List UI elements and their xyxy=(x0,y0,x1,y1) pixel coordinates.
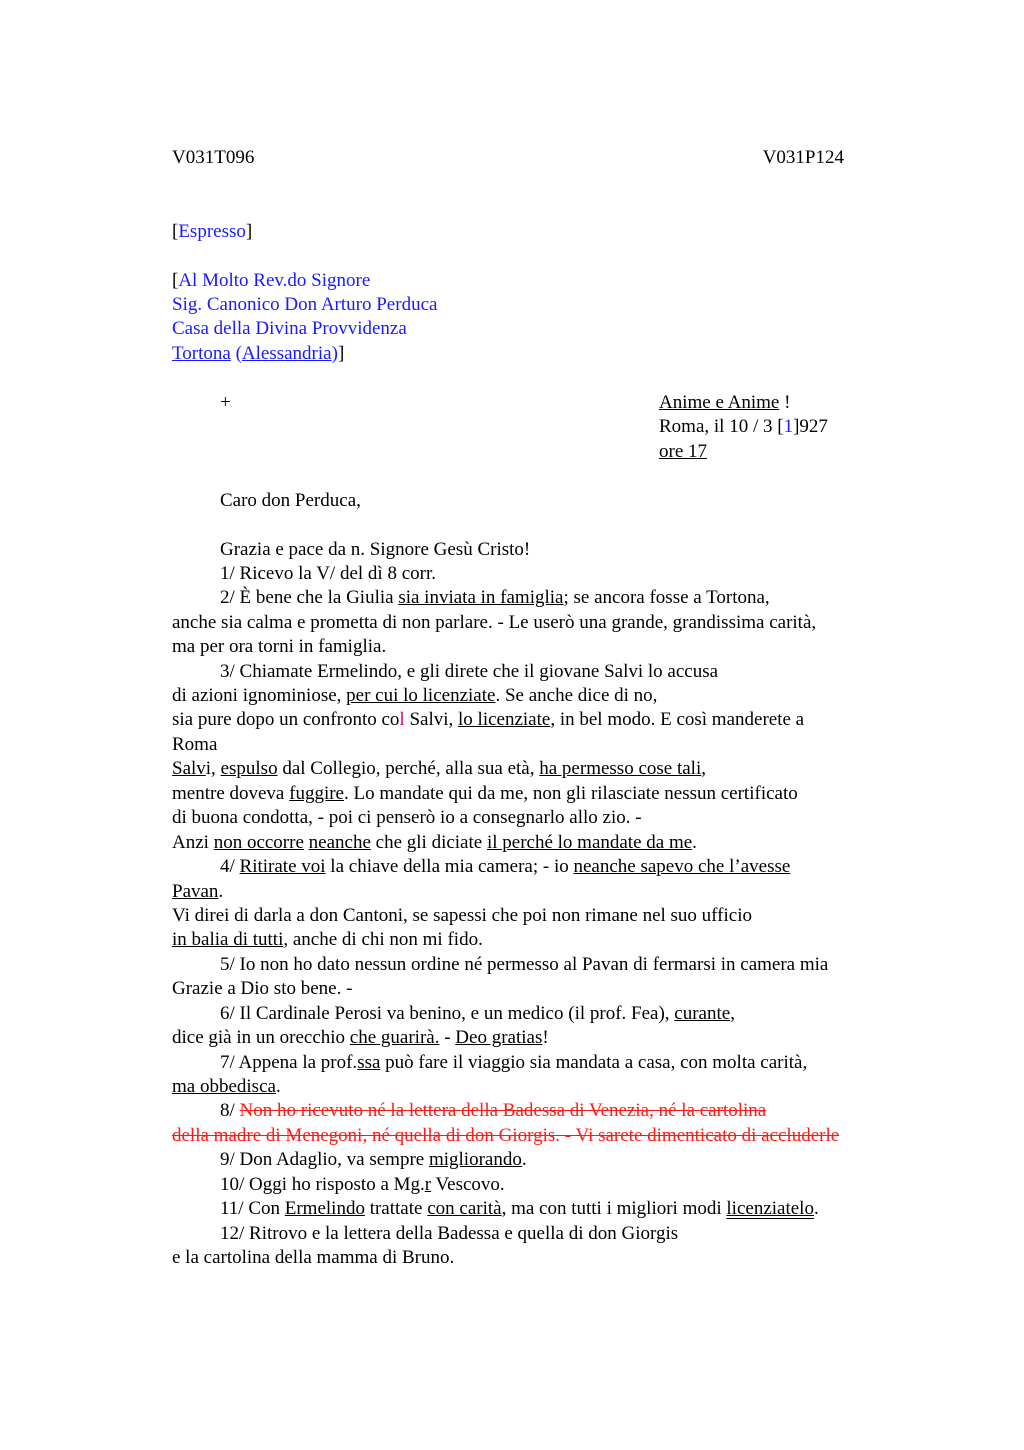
time-line: ore 17 xyxy=(659,441,708,462)
paragraph-10: 10/ Oggi ho risposto a Mg.r Vescovo. xyxy=(220,1174,505,1195)
paragraph-2-line-2: anche sia calma e prometta di non parlare. - Le userò una grande, grandissima carità, xyxy=(172,612,817,633)
paragraph-2-line-3: ma per ora torni in famiglia. xyxy=(172,636,387,657)
paragraph-5-line-2: Grazie a Dio sto bene. - xyxy=(172,978,353,999)
city-name: Tortona xyxy=(172,343,231,364)
paragraph-3-line-4: Roma xyxy=(172,734,218,755)
paragraph-3-line-3: sia pure dopo un confronto col Salvi, lo licenziate, in bel modo. E così manderete a xyxy=(172,709,805,730)
document-code-left: V031T096 xyxy=(172,147,255,168)
paragraph-4-line-3: Vi direi di darla a don Cantoni, se sapessi che poi non rimane nel suo ufficio xyxy=(172,905,752,926)
paragraph-3-line-7: di buona condotta, - poi ci penserò io a consegnarlo allo zio. - xyxy=(172,807,642,828)
greeting: Grazia e pace da n. Signore Gesù Cristo! xyxy=(220,539,531,560)
address-line-1: [Al Molto Rev.do Signore xyxy=(172,270,371,291)
paragraph-8-line-1: 8/ Non ho ricevuto né la lettera della Badessa di Venezia, né la cartolina xyxy=(220,1100,767,1121)
espresso-label: Espresso xyxy=(178,221,246,242)
paragraph-12-line-2: e la cartolina della mamma di Bruno. xyxy=(172,1247,455,1268)
motto: Anime e Anime ! xyxy=(659,392,791,413)
paragraph-2-line-1: 2/ È bene che la Giulia sia inviata in famiglia; se ancora fosse a Tortona, xyxy=(220,587,770,608)
paragraph-11: 11/ Con Ermelindo trattate con carità, ma con tutti i migliori modi licenziatelo. xyxy=(220,1198,819,1219)
province-name: Alessandria xyxy=(241,343,332,364)
place-date: Roma, il 10 / 3 [1]927 xyxy=(659,416,828,437)
paragraph-3-line-8: Anzi non occorre neanche che gli diciate il perché lo mandate da me. xyxy=(172,832,697,853)
paragraph-3-line-2: di azioni ignominiose, per cui lo licenziate. Se anche dice di no, xyxy=(172,685,658,706)
struck-text: Non ho ricevuto né la lettera della Badessa di Venezia, né la cartolina xyxy=(239,1100,767,1121)
paragraph-6-line-2: dice già in un orecchio che guarirà. - Deo gratias! xyxy=(172,1027,549,1048)
document-code-right: V031P124 xyxy=(762,147,844,168)
paragraph-7-line-2: ma obbedisca. xyxy=(172,1076,281,1097)
address-line-3: Casa della Divina Provvidenza xyxy=(172,318,407,339)
paragraph-9: 9/ Don Adaglio, va sempre migliorando. xyxy=(220,1149,527,1170)
paragraph-4-line-4: in balia di tutti, anche di chi non mi fido. xyxy=(172,929,483,950)
paragraph-6-line-1: 6/ Il Cardinale Perosi va benino, e un medico (il prof. Fea), curante, xyxy=(220,1003,735,1024)
address-city-line: Tortona (Alessandria)] xyxy=(172,343,345,364)
salutation: Caro don Perduca, xyxy=(220,490,361,511)
paragraph-5-line-1: 5/ Io non ho dato nessun ordine né permesso al Pavan di fermarsi in camera mia xyxy=(220,954,829,975)
paragraph-8-line-2: della madre di Menegoni, né quella di don Giorgis. - Vi sarete dimenticato di accluderle xyxy=(172,1125,840,1146)
paragraph-3-line-5: Salvi, espulso dal Collegio, perché, alla sua età, ha permesso cose tali, xyxy=(172,758,706,779)
paragraph-4-line-2: Pavan. xyxy=(172,881,224,902)
espresso-line: [Espresso] xyxy=(172,221,253,242)
address-line-2: Sig. Canonico Don Arturo Perduca xyxy=(172,294,438,315)
paragraph-7-line-1: 7/ Appena la prof.ssa può fare il viaggio sia mandata a casa, con molta carità, xyxy=(220,1052,808,1073)
paragraph-3-line-1: 3/ Chiamate Ermelindo, e gli direte che il giovane Salvi lo accusa xyxy=(220,661,719,682)
paragraph-3-line-6: mentre doveva fuggire. Lo mandate qui da me, non gli rilasciate nessun certificato xyxy=(172,783,798,804)
paragraph-12-line-1: 12/ Ritrovo e la lettera della Badessa e quella di don Giorgis xyxy=(220,1223,679,1244)
paragraph-1: 1/ Ricevo la V/ del dì 8 corr. xyxy=(220,563,436,584)
cross-symbol: + xyxy=(220,392,231,413)
paragraph-4-line-1: 4/ Ritirate voi la chiave della mia camera; - io neanche sapevo che l’avesse xyxy=(220,856,791,877)
